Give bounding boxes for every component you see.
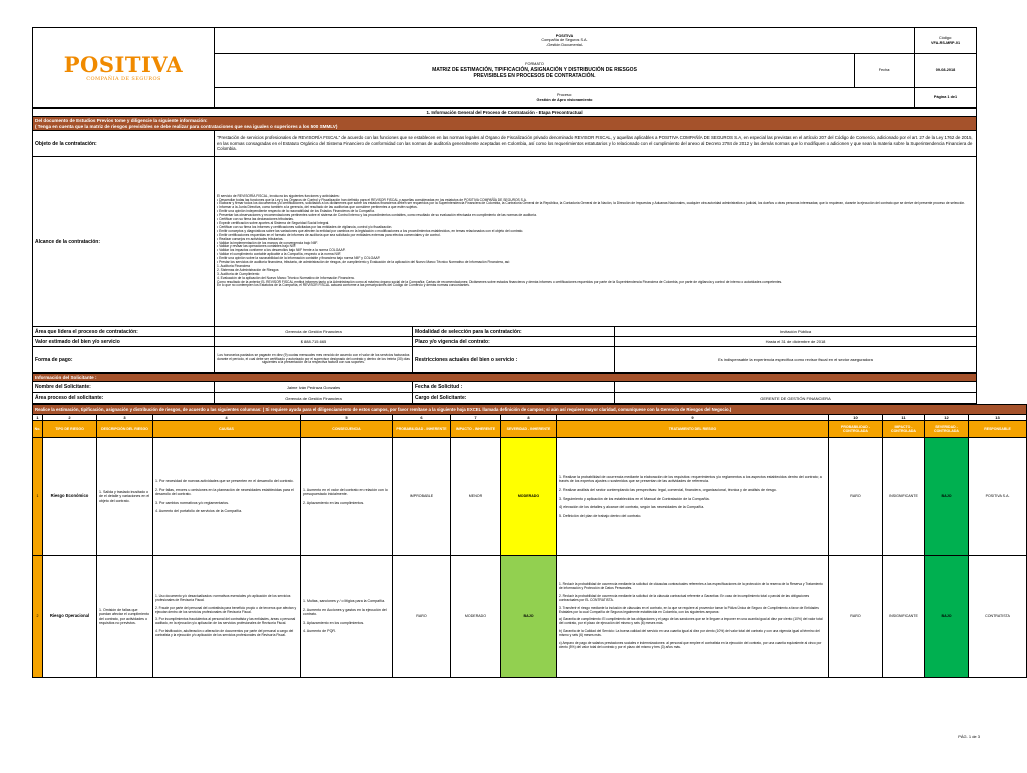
- risk-matrix-table: [32, 404, 1027, 678]
- document-header: [32, 27, 977, 108]
- scope-label: Alcance de la contratación:: [33, 157, 215, 327]
- area-label: Área que lidera el proceso de contratación:: [33, 327, 215, 337]
- severity-controlled: BAJO: [925, 556, 969, 678]
- scope-text: El servicio de REVISORÍA FISCAL, involucra los siguientes funciones y actividades: • Desarrollar todas las funciones que la Ley y los Órganos de Control y Fiscalización han definido para el REVISOR FISCAL y aquellas consideradas en los estatutos de POSITIVA COMPAÑÍA DE SEGUROS S.A. • Elaborar y firmar todos los documentos y/o certificaciones, solicitados a los dictámenes que sobre los estados financieros deben ser requeridos por la Superintendencia Financiera de Colombia, la Contraloría General de la República, la Contaduría General de la Nación, la Dirección de Impuestos y Aduanas Nacionales, cualquier otra autoridad administrativa o judicial, los dueños u otras personas interesadas; que lo requieran, durante la ejecución del contrato que se derive del presente proceso de selección. • Informar a la Junta Directiva, como también a la gerencia, del resultado de las auditorías que considere pertinentes a que estén sujetos. • Emitir una opinión independiente respecto de la razonabilidad de los Estados Financieros de la Compañía. • Presentar las observaciones y recomendaciones pertinentes sobre el sistema de Control Interno y los procedimientos contables, como resultado de su evaluación efectuada en cumplimiento de las normas de auditoría. • Certificar con su firma las declaraciones tributarias. • Expedir certificación sobre aportes al Sistema de Seguridad Social Integral. • Certificar con su firma los informes y certificaciones solicitadas por las entidades de vigilancia, control y/o fiscalización. • Emitir conceptos y diagnósticos sobre las variaciones que afecten la entidad por cambios en la legislación o modificaciones a los procedimientos establecidos, en temas relacionados con el objeto del contrato. • Emitir certificaciones requeridas en el formato de informes de auditoría que sea solicitado por entidades externas para efectos comerciales y de control. • Realizar consejos en actividades tributarias. • Validar la implementación de los marcos de convergencia bajo NIIF. • Validar y revisar las operaciones contables bajo NIIF. • Validar los impactos conforme a los desarrollos bajo NIIF frente a la norma COLGAAP. • Validar el cumplimiento contable aplicable a la Compañía, respecto a la norma NIIF. • Emitir una opinión sobre la razonabilidad de la información contable y financiera bajo norma NIIF y COLGAAP. • Prestar los servicios de auditoría financiera, tributaria, de administración de riesgos, de cumplimiento y Evaluación de la aplicación del Nuevo Marco Técnico Normativo de Información Financiera, así: 1. Auditoría Financiera 2. Sistemas de Administración de Riesgos 3. Auditoría de Cumplimiento 4. Evaluación de la aplicación del Nuevo Marco Técnico Normativo de Información Financiera. Como resultado de la anterior EL REVISOR FISCAL emitirá informes tanto a la Administración como al máximo órgano social de la Compañía; Cartas de recomendaciones; Dictámenes sobre estados financieros y demás informes o certificaciones requeridos por parte de la Superintendencia Financiera de Colombia, por parte de vigilancia y control de interno o autoridades competentes. En lo que no contemplen los Estatutos de la Compañía, el REVISOR FISCAL actuará conforme a las prescripciones del Código de Comercio y demás normas concordantes.: [215, 157, 977, 327]
- area-value: Gerencia de Gestión Financiera: [215, 327, 413, 337]
- value-label: Valor estimado del bien y/o servicio: [33, 337, 215, 347]
- header-description: DESCRIPCIÓN DEL RIESGO: [97, 421, 153, 438]
- request-date-value: [615, 382, 977, 393]
- applicant-position-label: Cargo del Solicitante:: [413, 393, 615, 404]
- risk-treatment: 1. Realizar la probabilidad de ocurrencia mediante la elaboración de los requisitos: requerimientos y/o reglamentos a los aspectos establecidos dentro del contrato; a través de los expertos ajustes o sostenidos que se presentan de las actividades de referencia. 2. Realizar análisis del sector contemplando las perspectivas: legal, comercial, financiera, organizacional, técnica y de análisis de riesgo. 3. Seguimiento y aplicación de los establecidos en el Manual de Contratación de la Compañía. 4) elevación de los detalles y alcance del contrato, según las necesidades de la Compañía. 5. Definición del plan de trabajo dentro del contrato.: [557, 438, 829, 556]
- impact-inherent: MENOR: [451, 438, 501, 556]
- risk-responsible: POSITIVA S.A.: [969, 438, 1027, 556]
- document-title-line2: PREVISIBLES EN PROCESOS DE CONTRATACIÓN.: [473, 72, 596, 79]
- impact-controlled: INSIGNIFICANTE: [883, 556, 925, 678]
- risk-description: 1. Omisión de fallas que puedan afectar el cumplimiento del contrato, por actividades o requisitos no previstos.: [97, 556, 153, 678]
- header-impact-controlled: IMPACTO - CONTROLADA: [883, 421, 925, 438]
- impact-controlled: INSIGNIFICANTE: [883, 438, 925, 556]
- col-number: 3: [97, 415, 153, 421]
- table-row: [33, 556, 1027, 678]
- col-number: 12: [925, 415, 969, 421]
- impact-inherent: MODERADO: [451, 556, 501, 678]
- col-number: 6: [393, 415, 451, 421]
- prob-controlled: RARO: [829, 438, 883, 556]
- col-number: 9: [557, 415, 829, 421]
- term-label: Plazo y/o vigencia del contrato:: [413, 337, 615, 347]
- request-date-label: Fecha de Solicitud :: [413, 382, 615, 393]
- banner-line2: ( Tenga en cuenta que la matriz de riesgos previsibles se debe realizar para contrataciones que sea iguales o superiores a los 500 SMMLV): [35, 123, 338, 129]
- payment-label: Forma de pago:: [33, 347, 215, 373]
- header-no: No.: [33, 421, 43, 438]
- modality-value: Invitación Pública: [615, 327, 977, 337]
- page-label: Página 1 de1: [915, 88, 977, 108]
- modality-label: Modalidad de selección para la contratación:: [413, 327, 615, 337]
- restrictions-label: Restricciones actuales del bien o servicio :: [413, 347, 615, 373]
- table-row: [33, 438, 1027, 556]
- severity-inherent: BAJO: [501, 556, 557, 678]
- col-number: 2: [43, 415, 97, 421]
- risk-type: Riesgo Económico: [43, 438, 97, 556]
- header-causes: CAUSAS: [153, 421, 301, 438]
- value-value: $ 888.715.665: [215, 337, 413, 347]
- logo-subtitle: COMPAÑIA DE SEGUROS: [86, 75, 161, 82]
- process-value: Gestión de Apro visionamiento: [536, 97, 593, 102]
- header-prob-controlled: PROBABILIDAD - CONTROLADA: [829, 421, 883, 438]
- header-responsible: RESPONSABLE: [969, 421, 1027, 438]
- col-number: 7: [451, 415, 501, 421]
- header-prob-inherent: PROBABILIDAD - INHERENTE: [393, 421, 451, 438]
- col-number: 10: [829, 415, 883, 421]
- code-label: Código:: [938, 35, 953, 40]
- logo-wordmark: POSITIVA: [63, 51, 184, 77]
- col-number: 11: [883, 415, 925, 421]
- header-impact-inherent: IMPACTO - INHERENTE: [451, 421, 501, 438]
- applicant-name-value: Jaime Iván Pedraza Gonzales: [215, 382, 413, 393]
- page-number: PÁG. 1 de 3: [958, 734, 980, 739]
- prob-inherent: RARO: [393, 556, 451, 678]
- col-number: 5: [301, 415, 393, 421]
- document-title-line1: MATRIZ DE ESTIMACIÓN, TIPIFICACIÓN, ASIGNACIÓN Y DISTRIBUCIÓN DE RIESGOS: [432, 66, 637, 73]
- col-number: 13: [969, 415, 1027, 421]
- applicant-area-label: Área proceso del solicitante:: [33, 393, 215, 404]
- applicant-banner: Información del Solicitante :: [33, 374, 977, 382]
- banner-line1: Del documento de Estudios Previos tome y diligencie la siguiente información:: [35, 117, 208, 123]
- date-value: 09-08-2018: [915, 54, 977, 88]
- applicant-position-value: GERENTE DE GESTIÓN FINANCIERA: [615, 393, 977, 404]
- risk-responsible: CONTRATISTA: [969, 556, 1027, 678]
- doc-management: -Gestión Documental-: [546, 42, 583, 47]
- applicant-table: [32, 373, 977, 404]
- header-treatment: TRATAMIENTO DEL RIESGO: [557, 421, 829, 438]
- object-label: Objeto de la contratación:: [33, 131, 215, 157]
- company-logo: [33, 28, 215, 108]
- header-consequence: CONSECUENCIA: [301, 421, 393, 438]
- code-value: VFA-RS-MRP-01: [930, 40, 961, 45]
- risk-no: 2: [33, 556, 43, 678]
- col-number: 8: [501, 415, 557, 421]
- risk-description: 1. Salida y traslado inusitado o de el detalle y variaciones en el objeto del contrato.: [97, 438, 153, 556]
- header-risk-type: TIPO DE RIESGO: [43, 421, 97, 438]
- col-number: 4: [153, 415, 301, 421]
- severity-inherent: MODERADO: [501, 438, 557, 556]
- general-information-table: [32, 108, 977, 373]
- risk-causes: 1. Uso documento y/o desactualizados: normativos esenciales y/o aplicación de los servicios profesionales de Revisoría Fiscal. 2. Fraude por parte del personal del contratista para beneficio propio o de terceros que afectan y ejecutan dentro de los servicios profesionales de Revisoría Fiscal. 3. Por incumplimientos fraudulentos al personal del contratista y las entidades, áreas o personal auditado, en la ejecución y/o aplicación de los servicios profesionales de Revisoría Fiscal. 4. Por falsificación, adulteración o alteración de documentos por parte del personal a cargo del contratista y la ejecución y/o aplicación de los servicios profesionales de Revisoría Fiscal.: [153, 556, 301, 678]
- format-label: FORMATO: [525, 62, 544, 67]
- company-subtitle: Compañía de Seguros S.A.: [541, 38, 588, 43]
- object-text: "Prestación de servicios profesionales de REVISORÍA FISCAL" de acuerdo con las funciones que se establecen en las normas legales al Órgano de Fiscalización privado denominado REVISOR FISCAL, y aquellas aplicables a POSITIVA COMPAÑÍA DE SEGUROS S.A, en especial las previstas en el artículo 207 del Código de Comercio, adicionado por el art. 27 de la Ley 1762 de 2015, en las normas consagradas en el Estatuto Orgánico del Sistema Financiero de conformidad con las normas de auditoría generalmente aceptadas en Colombia, así como los requerimientos estatutarios y lo relacionado con el cumplimiento del anexo al Decreto 2784 de 2012 y las demás normas que lo modifiquen o adicionen y que sean la materia sobre la Superintendencia Financiera de Colombia.: [215, 131, 977, 157]
- prob-controlled: RARO: [829, 556, 883, 678]
- header-severity-controlled: SEVERIDAD - CONTROLADA: [925, 421, 969, 438]
- document-page: [32, 27, 1011, 678]
- prob-inherent: IMPROBABLE: [393, 438, 451, 556]
- risk-consequence: 1. Multas, sanciones y / o litigios para la Compañía. 2. Aumento en Acciones y gastos en la ejecución del contrato. 3. Aplazamiento en los cumplimientos. 4. Aumento de PQR.: [301, 556, 393, 678]
- header-severity-inherent: SEVERIDAD - INHERENTE: [501, 421, 557, 438]
- risk-no: 1: [33, 438, 43, 556]
- risk-consequence: 1. Aumento en el valor del contrato en relación con lo presupuestado inicialmente. 2. Aplazamiento en las cumplimientos.: [301, 438, 393, 556]
- risk-causes: 1. Por necesidad de nuevas actividades que se presenten en el desarrollo del contrato. 2. Por fallas, errores u omisiones en la planeación de necesidades establecidas para el desarrollo del contrato. 3. Por cambios normativos y/o reglamentarios. 4. Aumento del portafolio de servicios de la Compañía.: [153, 438, 301, 556]
- matrix-banner: Realice la estimación, tipificación, asignación y distribución de riesgos, de acuerdo a las siguientes columnas: ( Si requiere ayuda para el diligenciamiento de estos campos, por favor remítase a la siguiente hoja EXCEL llamada definición de campos; si aún así requiere mayor claridad, comuníquese con la Gerencia de Riesgos del Negocio.): [33, 405, 1027, 415]
- section-title: 1. Información General del Proceso de Contratación - Etapa Precontractual: [33, 109, 977, 117]
- section-banner: [33, 117, 977, 131]
- process-label: Proceso:: [557, 92, 572, 97]
- severity-controlled: BAJO: [925, 438, 969, 556]
- payment-value: Los honorarios pactados se pagarán en diez (9) cuotas mensuales mes vencido de acuerdo con el valor de los servicios facturados durante el período, el cual debe ser certificado y autorizado por el supervisor designado del contrato y dentro de los treinta (30) días siguientes a la presentación de la respectiva factura con sus soportes.: [215, 347, 413, 373]
- date-label: Fecha:: [855, 54, 915, 88]
- risk-type: Riesgo Operacional: [43, 556, 97, 678]
- restrictions-value: Es indispensable la experiencia específica como revisor fiscal en el sector aseguradora: [615, 347, 977, 373]
- col-number: 1: [33, 415, 43, 421]
- company-name: POSITIVA: [555, 33, 574, 38]
- applicant-name-label: Nombre del Solicitante:: [33, 382, 215, 393]
- applicant-area-value: Gerencia de Gestión Financiera: [215, 393, 413, 404]
- term-value: Hasta el 31 de diciembre de 2018: [615, 337, 977, 347]
- risk-treatment: 1. Reducir la probabilidad de ocurrencia mediante la solicitud de cláusulas contractuales referentes a las especificaciones de la protección de la reserva de la Reserva y Tratamiento de información y Protección de Datos Personales. 2. Reducir la probabilidad de ocurrencia mediante la solicitud de la cláusula contractual referente a Garantías: En caso de incumplimiento total o parcial de las obligaciones contractuales por EL CONTRATISTA. 3. Transferir el riesgo mediante la inclusión de cláusulas en el contrato, en la que se requiere al proveedor tomar la Póliza Única de Seguro de Cumplimiento a favor de Entidades Estatales por la cual Compañía de Seguros legalmente establecida en Colombia, con los siguientes amparos: a) Garantía de cumplimiento: El cumplimiento de las obligaciones y el pago de las sanciones que se le lleguen a imponer en una cuantía igual al diez por ciento (10%) del valor total del contrato, por el plazo de ejecución del mismo y seis (6) meses más. b) Garantía de la Calidad del Servicio: La buena calidad del servicio en una cuantía igual al diez por ciento (10%) del valor total del contrato y con una vigencia igual al término del mismo y seis (6) meses más. c) Amparo de pago de salarios prestaciones sociales e indemnizaciones: al personal que emplee el contratista en la ejecución del contrato, por una cuantía equivalente al cinco por ciento (5%) del valor total del contrato y por el plazo del mismo y tres (3) años más.: [557, 556, 829, 678]
